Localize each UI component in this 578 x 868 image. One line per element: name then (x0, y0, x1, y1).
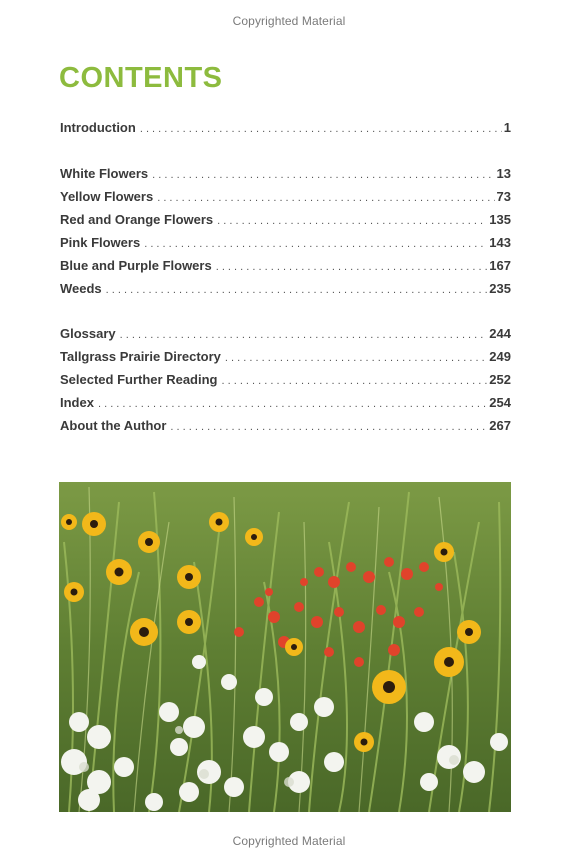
prairie-flowers-photo (59, 482, 511, 812)
toc-leader-dots (106, 284, 488, 296)
toc-leader-dots (144, 238, 487, 250)
copyright-watermark-bottom: Copyrighted Material (232, 834, 346, 848)
toc-entry-page: 167 (489, 258, 511, 273)
toc-entry-page: 143 (489, 235, 511, 250)
toc-entry-page: 267 (489, 418, 511, 433)
toc-leader-dots (225, 352, 487, 364)
toc-entry-page: 13 (496, 166, 511, 181)
toc-entry[interactable] (60, 235, 511, 258)
toc-entry-label: Introduction (60, 120, 136, 135)
toc-entry[interactable] (60, 349, 511, 372)
toc-entry-label: Yellow Flowers (60, 189, 154, 204)
toc-entry-label: Blue and Purple Flowers (60, 258, 212, 273)
copyright-watermark-top: Copyrighted Material (232, 14, 346, 28)
toc-leader-dots (152, 169, 494, 181)
toc-leader-dots (98, 398, 487, 410)
prairie-flowers-illustration (59, 482, 511, 812)
toc-entry[interactable] (60, 189, 511, 212)
toc-entry[interactable] (60, 395, 511, 418)
toc-leader-dots (221, 375, 487, 387)
toc-leader-dots (170, 421, 487, 433)
toc-leader-dots (216, 261, 488, 273)
toc-entry-label: Glossary (60, 326, 116, 341)
toc-entry[interactable] (60, 326, 511, 349)
toc-entry-page: 1 (503, 120, 511, 135)
toc-entry[interactable] (60, 166, 511, 189)
toc-leader-dots (140, 123, 502, 135)
toc-group-intro (60, 120, 511, 143)
toc-entry[interactable] (60, 281, 511, 304)
toc-entry-page: 135 (489, 212, 511, 227)
toc-leader-dots (157, 192, 494, 204)
toc-entry-label: Weeds (60, 281, 102, 296)
toc-entry-label: Selected Further Reading (60, 372, 218, 387)
toc-entry-page: 254 (489, 395, 511, 410)
toc-entry-page: 73 (496, 189, 511, 204)
page-title: CONTENTS (59, 62, 223, 94)
toc-entry[interactable] (60, 258, 511, 281)
toc-entry[interactable] (60, 418, 511, 441)
toc-entry-label: About the Author (60, 418, 167, 433)
toc-entry[interactable] (60, 120, 511, 143)
toc-entry-page: 244 (489, 326, 511, 341)
toc-entry-label: White Flowers (60, 166, 149, 181)
toc-entry-page: 249 (489, 349, 511, 364)
toc-entry[interactable] (60, 212, 511, 235)
toc-entry-label: Pink Flowers (60, 235, 141, 250)
toc-entry[interactable] (60, 372, 511, 395)
toc-leader-dots (217, 215, 487, 227)
toc-leader-dots (120, 329, 488, 341)
toc-entry-label: Tallgrass Prairie Directory (60, 349, 221, 364)
toc-entry-label: Index (60, 395, 94, 410)
toc-entry-page: 235 (489, 281, 511, 296)
toc-group-flowers (60, 166, 511, 304)
toc-entry-label: Red and Orange Flowers (60, 212, 214, 227)
toc-entry-page: 252 (489, 372, 511, 387)
toc-group-backmatter (60, 326, 511, 441)
